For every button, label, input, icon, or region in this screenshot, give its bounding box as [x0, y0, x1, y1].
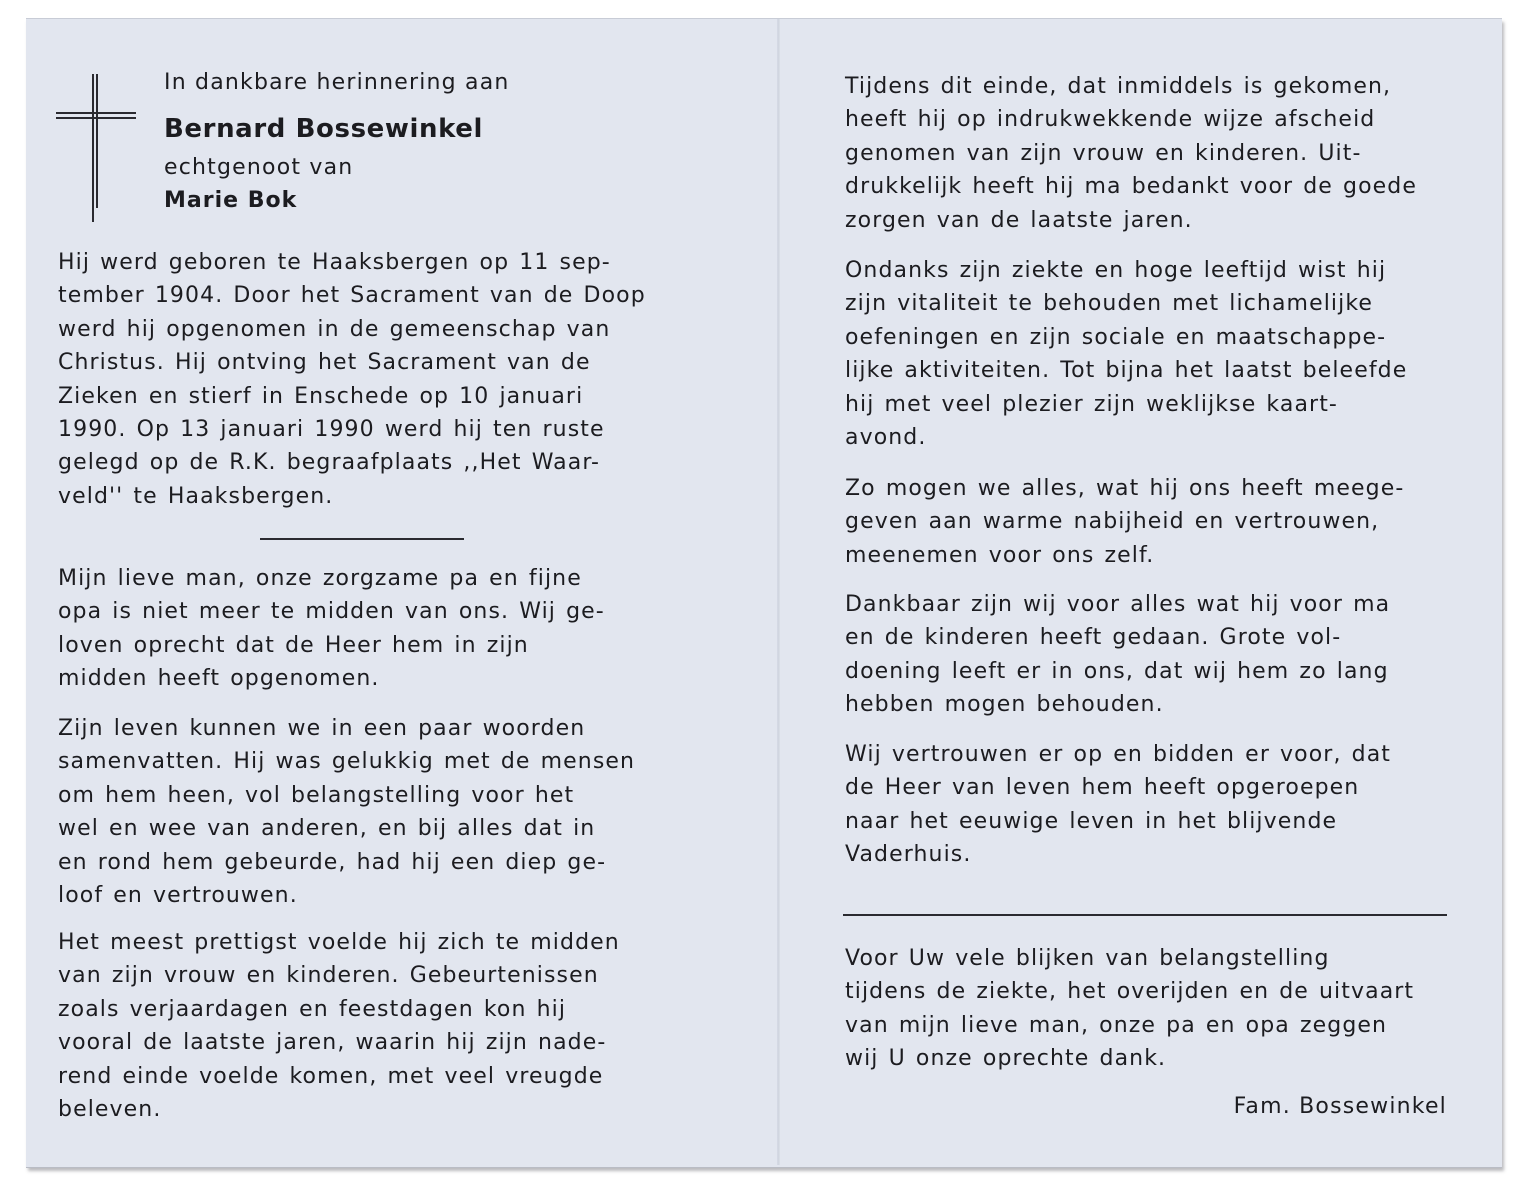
right-paragraph-1: Tijdens dit einde, dat inmiddels is gekomen, heeft hij op indrukwekkende wijze afscheid genomen van zijn vrouw en kinderen. Uit- drukkelijk heeft hij ma bedankt voor de goede zorgen van de laatste jaren.	[845, 74, 1417, 233]
divider-right	[843, 914, 1447, 916]
header-intro: In dankbare herinnering aan	[164, 70, 510, 95]
divider-left	[260, 538, 464, 540]
left-paragraph-2: Mijn lieve man, onze zorgzame pa en fijne opa is niet meer te midden van ons. Wij ge- loven oprecht dat de Heer hem in zijn midden heeft opgenomen.	[58, 566, 605, 692]
thanks-paragraph: Voor Uw vele blijken van belangstelling tijdens de ziekte, het overijden en de uitvaart van mijn lieve man, onze pa en opa zeggen wij U onze oprechte dank.	[845, 946, 1415, 1072]
left-paragraph-4: Het meest prettigst voelde hij zich te midden van zijn vrouw en kinderen. Gebeurtenissen zoals verjaardagen en feestdagen kon hij vooral de laatste jaren, waarin hij zijn nade- rend einde voelde komen, met veel vreugde beleven.	[58, 930, 620, 1123]
spouse-label: echtgenoot van	[164, 155, 354, 180]
birth-death-paragraph: Hij werd geboren te Haaksbergen op 11 sep- tember 1904. Door het Sacrament van de Doop werd hij opgenomen in de gemeenschap van Christus. Hij ontving het Sacrament van de Zieken en stierf in Enschede op 10 januari 1990. Op 13 januari 1990 werd hij ten ruste gelegd op de R.K. begraafplaats ,,Het Waar- veld'' te Haaksbergen.	[58, 250, 646, 509]
right-paragraph-3: Zo mogen we alles, wat hij ons heeft meege- geven aan warme nabijheid en vertrouwen, meenemen voor ons zelf.	[845, 476, 1405, 568]
card-fold	[777, 19, 780, 1165]
left-paragraph-3: Zijn leven kunnen we in een paar woorden samenvatten. Hij was gelukkig met de mensen om hem heen, vol belangstelling voor het wel en wee van anderen, en bij alles dat in en rond hem gebeurde, had hij een diep ge- loof en vertrouwen.	[58, 716, 636, 909]
spouse-name: Marie Bok	[164, 188, 298, 213]
deceased-name: Bernard Bossewinkel	[164, 114, 484, 144]
right-paragraph-4: Dankbaar zijn wij voor alles wat hij voor ma en de kinderen heeft gedaan. Grote vol- doening leeft er in ons, dat wij hem zo lang hebben mogen behouden.	[845, 592, 1391, 718]
signature: Fam. Bossewinkel	[1233, 1094, 1447, 1119]
right-paragraph-5: Wij vertrouwen er op en bidden er voor, dat de Heer van leven hem heeft opgeroepen naar het eeuwige leven in het blijvende Vaderhuis.	[845, 742, 1391, 868]
cross-icon	[56, 74, 136, 224]
right-paragraph-2: Ondanks zijn ziekte en hoge leeftijd wist hij zijn vitaliteit te behouden met lichamelijke oefeningen en zijn sociale en maatschappe- lijke aktiviteiten. Tot bijna het laatst beleefde hij met veel plezier zijn weklijkse kaart- avond.	[845, 258, 1408, 451]
